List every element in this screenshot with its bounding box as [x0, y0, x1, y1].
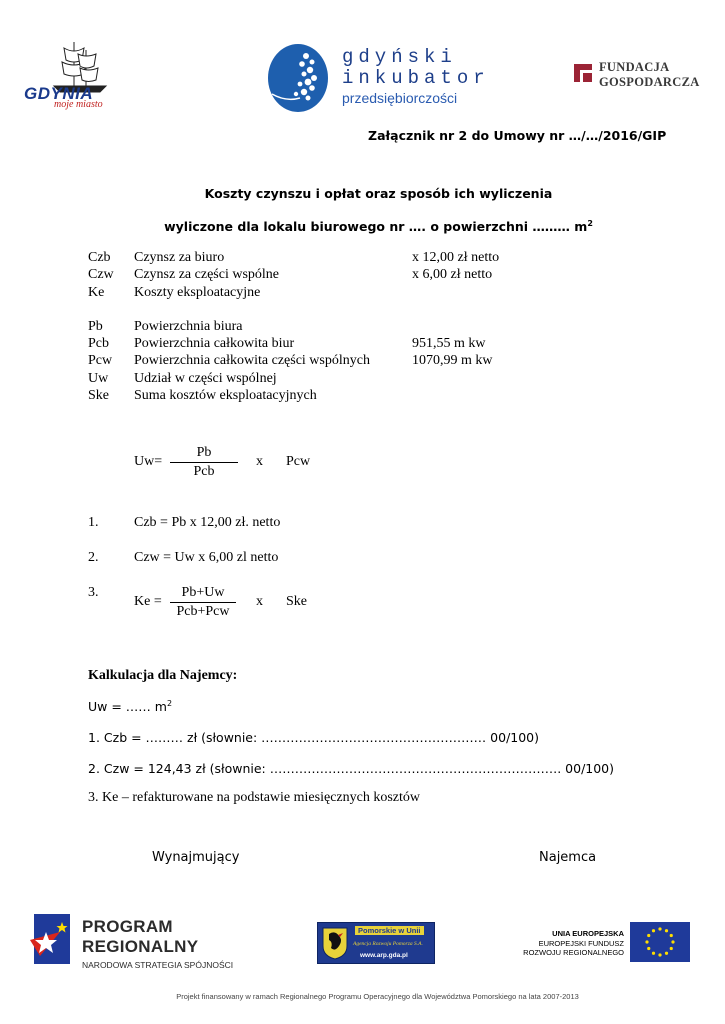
definition-description: Udział w części wspólnej	[134, 371, 277, 386]
annex-reference: Załącznik nr 2 do Umowy nr …/…/2016/GIP	[368, 128, 667, 143]
formula-1-text: Czb = Pb x 12,00 zł. netto	[134, 515, 281, 530]
subtitle-sup: 2	[587, 218, 593, 228]
uw-formula-fraction	[170, 445, 238, 480]
definition-value: x 6,00 zł netto	[412, 267, 493, 282]
definition-row	[88, 353, 588, 370]
eu-star	[647, 947, 650, 950]
fundacja-name-line1: FUNDACJA	[599, 60, 670, 74]
program-regionalny-star-icon	[26, 910, 72, 970]
definition-code: Uw	[88, 371, 109, 386]
definition-row	[88, 250, 588, 267]
signature-landlord: Wynajmujący	[152, 850, 240, 865]
definition-row	[88, 267, 588, 284]
ue-label-line1: UNIA EUROPEJSKA	[552, 929, 624, 938]
definition-code: Pb	[88, 319, 103, 334]
definition-code: Ke	[88, 285, 105, 300]
eu-flag-icon	[630, 922, 690, 962]
program-regionalny-line1: PROGRAM	[82, 917, 173, 936]
gdynia-wordmark: GDYNIA	[24, 84, 94, 103]
fundacja-name-line2: GOSPODARCZA	[599, 75, 700, 89]
eu-star	[671, 940, 674, 943]
eu-star	[645, 940, 648, 943]
definition-description: Suma kosztów eksploatacyjnych	[134, 388, 317, 403]
ue-label-line2: EUROPEJSKI FUNDUSZ	[538, 939, 624, 948]
ue-label-line3: ROZWOJU REGIONALNEGO	[523, 948, 624, 957]
eu-star	[670, 947, 673, 950]
definition-value: 951,55 m kw	[412, 336, 486, 351]
pomorskie-griffin-crest-icon	[321, 926, 349, 960]
definition-row	[88, 388, 588, 405]
pomorskie-title: Pomorskie w Unii	[355, 926, 424, 935]
eu-star	[670, 934, 673, 937]
formula-3-lhs: Ke =	[134, 594, 162, 609]
document-title: Koszty czynszu i opłat oraz sposób ich wyliczenia	[204, 186, 553, 201]
eu-star	[665, 929, 668, 932]
uw-formula-denominator: Pcb	[193, 464, 215, 479]
calculation-uw	[88, 699, 172, 714]
formula-3-number: 3.	[88, 585, 99, 600]
definition-description: Powierzchnia biura	[134, 319, 243, 334]
definition-row	[88, 285, 588, 302]
fundacja-mark-icon	[572, 62, 594, 84]
document-subtitle	[0, 219, 725, 234]
formula-3-denominator: Pcb+Pcw	[176, 604, 230, 619]
definition-description: Powierzchnia całkowita części wspólnych	[134, 353, 370, 368]
formula-3-operator: x	[256, 594, 263, 609]
eu-star	[658, 927, 661, 930]
eu-star	[665, 952, 668, 955]
footer-funding-note: Projekt finansowany w ramach Regionalnego Programu Operacyjnego dla Województwa Pomorskiego na lata 2007-2013	[176, 992, 579, 1001]
formula-3-fraction	[170, 585, 236, 620]
definition-value: 1070,99 m kw	[412, 353, 493, 368]
program-regionalny-line2: REGIONALNY	[82, 937, 199, 956]
eu-star	[652, 929, 655, 932]
calculation-heading: Kalkulacja dla Najemcy:	[88, 668, 238, 683]
calculation-czb: 1. Czb = ……… zł (słownie: ……………………………………………… 00/100)	[88, 730, 540, 745]
gip-name-line2: inkubator	[342, 67, 490, 89]
definition-value: x 12,00 zł netto	[412, 250, 500, 265]
signature-tenant: Najemca	[539, 850, 597, 865]
pomorskie-website: www.arp.gda.pl	[360, 952, 408, 959]
calculation-czw: 2. Czw = 124,43 zł (słownie: ……………………………………………………………. 00/100)	[88, 761, 615, 776]
definition-description: Czynsz za biuro	[134, 250, 225, 265]
definition-code: Pcw	[88, 353, 113, 368]
gip-name-line1: gdyński	[342, 46, 457, 68]
calculation-uw-sup: 2	[166, 698, 173, 708]
uw-formula-lhs: Uw=	[134, 454, 163, 469]
calculation-uw-text: Uw = …… m	[88, 699, 167, 714]
formula-2-text: Czw = Uw x 6,00 zl netto	[134, 550, 279, 565]
uw-formula-operator: x	[256, 454, 263, 469]
formula-1-number: 1.	[88, 515, 99, 530]
subtitle-text: wyliczone dla lokalu biurowego nr …. o powierzchni ……… m	[164, 219, 588, 234]
formula-2-number: 2.	[88, 550, 99, 565]
uw-formula-rhs: Pcw	[286, 454, 311, 469]
gip-bubbles-logo-icon	[266, 42, 330, 114]
definition-description: Czynsz za części wspólne	[134, 267, 279, 282]
definition-code: Pcb	[88, 336, 109, 351]
formula-3-rhs: Ske	[286, 594, 307, 609]
gdynia-tagline: moje miasto	[54, 99, 103, 110]
definition-code: Czb	[88, 250, 111, 265]
definition-row	[88, 319, 588, 336]
definition-row	[88, 371, 588, 388]
definition-description: Koszty eksploatacyjne	[134, 285, 261, 300]
formula-3-numerator: Pb+Uw	[170, 585, 236, 603]
program-regionalny-line3: NARODOWA STRATEGIA SPÓJNOŚCI	[82, 960, 234, 970]
eu-star	[658, 953, 661, 956]
eu-star	[652, 952, 655, 955]
calculation-ke: 3. Ke – refakturowane na podstawie miesięcznych kosztów	[88, 790, 420, 805]
definition-code: Czw	[88, 267, 114, 282]
definition-description: Powierzchnia całkowita biur	[134, 336, 295, 351]
uw-formula-numerator: Pb	[170, 445, 238, 463]
definition-row	[88, 336, 588, 353]
pomorskie-agency: Agencja Rozwoju Pomorza S.A.	[353, 941, 423, 947]
eu-star	[647, 934, 650, 937]
gip-name-line3: przedsiębiorczości	[342, 90, 458, 106]
definition-code: Ske	[88, 388, 109, 403]
